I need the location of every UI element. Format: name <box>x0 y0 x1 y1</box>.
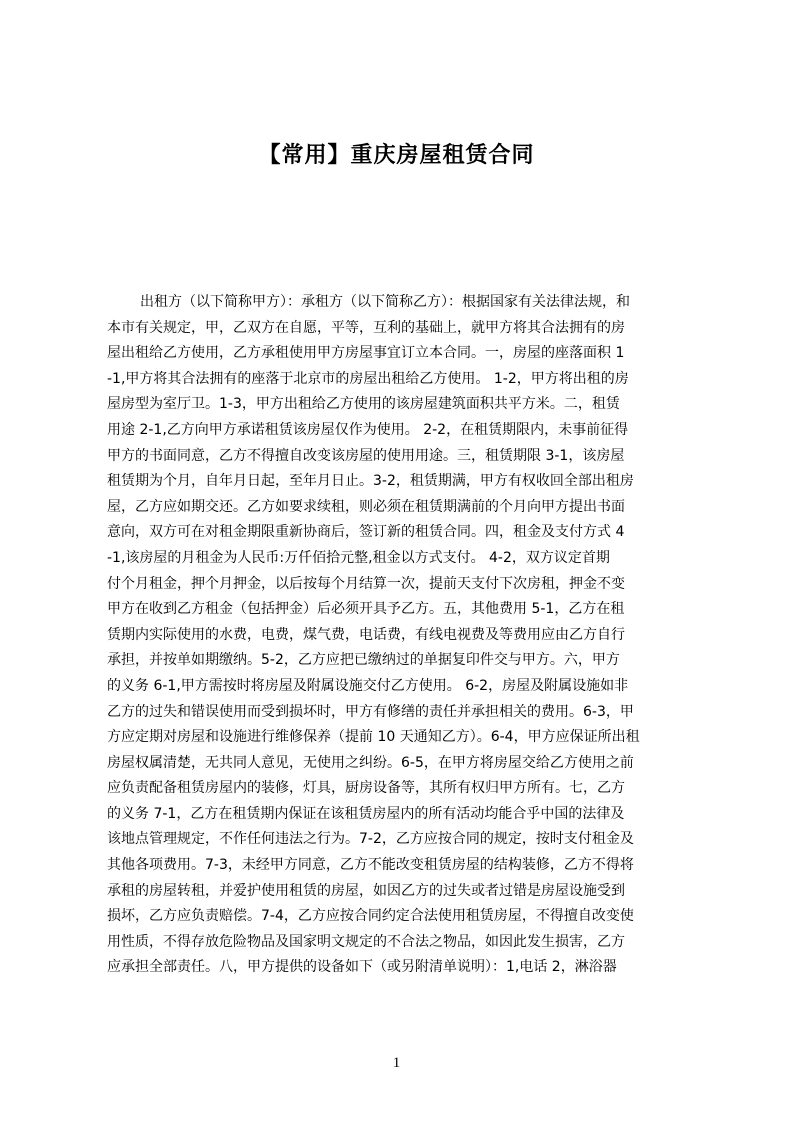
body-line: 屋出租给乙方使用，乙方承租使用甲方房屋事宜订立本合同。一，房屋的座落面积 1 <box>107 345 625 362</box>
body-line: 该地点管理规定，不作任何违法之行为。7-2，乙方应按合同的规定，按时支付租金及 <box>107 831 634 848</box>
body-line: 乙方的过失和错误使用而受到损坏时，甲方有修缮的责任并承担相关的费用。6-3，甲 <box>107 703 634 720</box>
body-line: 甲方的书面同意，乙方不得擅自改变该房屋的使用用途。三，租赁期限 3-1，该房屋 <box>107 447 625 464</box>
body-line: 用性质，不得存放危险物品及国家明文规定的不合法之物品，如因此发生损害，乙方 <box>107 933 625 950</box>
body-line: 其他各项费用。7-3，未经甲方同意，乙方不能改变租赁房屋的结构装修，乙方不得将 <box>107 857 634 874</box>
body-line: 屋，乙方应如期交还。乙方如要求续租，则必须在租赁期满前的个月向甲方提出书面 <box>107 498 625 515</box>
body-line: 意向，双方可在对租金期限重新协商后，签订新的租赁合同。四，租金及支付方式 4 <box>107 524 625 541</box>
body-line: 房屋权属清楚，无共同人意见，无使用之纠纷。6-5，在甲方将房屋交给乙方使用之前 <box>107 754 634 771</box>
document-title: 【常用】重庆房屋租赁合同 <box>258 143 535 168</box>
body-line: 的义务 6-1,甲方需按时将房屋及附属设施交付乙方使用。 6-2，房屋及附属设施如非 <box>107 677 629 694</box>
body-line: 损坏，乙方应负责赔偿。7-4，乙方应按合同约定合法使用租赁房屋，不得擅自改变使 <box>107 908 634 925</box>
body-line: -1,该房屋的月租金为人民币:万仟佰拾元整,租金以方式支付。 4-2，双方议定首期 <box>107 549 610 566</box>
body-line: 承租的房屋转租，并爱护使用租赁的房屋，如因乙方的过失或者过错是房屋设施受到 <box>107 882 625 899</box>
body-line: 出租方（以下简称甲方）：承租方（以下简称乙方）：根据国家有关法律法规，和 <box>140 294 630 310</box>
body-line: 的义务 7-1，乙方在租赁期内保证在该租赁房屋内的所有活动均能合乎中国的法律及 <box>107 805 625 822</box>
body-line: 甲方在收到乙方租金（包括押金）后必须开具予乙方。五，其他费用 5-1，乙方在租 <box>107 601 625 618</box>
body-line: 赁期内实际使用的水费，电费，煤气费，电话费，有线电视费及等费用应由乙方自行 <box>107 626 625 643</box>
document-body <box>107 290 700 1028</box>
body-line: 租赁期为个月，自年月日起，至年月日止。3-2，租赁期满，甲方有权收回全部出租房 <box>107 473 634 490</box>
body-line: -1,甲方将其合法拥有的座落于北京市的房屋出租给乙方使用。 1-2，甲方将出租的房 <box>107 370 629 387</box>
body-line: 本市有关规定，甲，乙双方在自愿，平等，互利的基础上，就甲方将其合法拥有的房 <box>107 319 625 336</box>
body-line: 付个月租金，押个月押金，以后按每个月结算一次，提前天支付下次房租，押金不变 <box>107 575 625 592</box>
body-line: 承担，并按单如期缴纳。5-2，乙方应把已缴纳过的单据复印件交与甲方。六，甲方 <box>107 652 620 669</box>
body-line: 应负责配备租赁房屋内的装修，灯具，厨房设备等，其所有权归甲方所有。七，乙方 <box>107 780 625 797</box>
page-number: 1 <box>392 1055 401 1071</box>
body-line: 用途 2-1,乙方向甲方承诺租赁该房屋仅作为使用。 2-2，在租赁期限内，未事前征得 <box>107 421 629 438</box>
body-line: 方应定期对房屋和设施进行维修保养（提前 10 天通知乙方）。6-4，甲方应保证所出租 <box>107 729 640 746</box>
body-line: 屋房型为室厅卫。1-3，甲方出租给乙方使用的该房屋建筑面积共平方米。二，租赁 <box>107 396 620 413</box>
body-line: 应承担全部责任。八，甲方提供的设备如下（或另附清单说明）：1,电话 2，淋浴器 <box>107 959 617 976</box>
